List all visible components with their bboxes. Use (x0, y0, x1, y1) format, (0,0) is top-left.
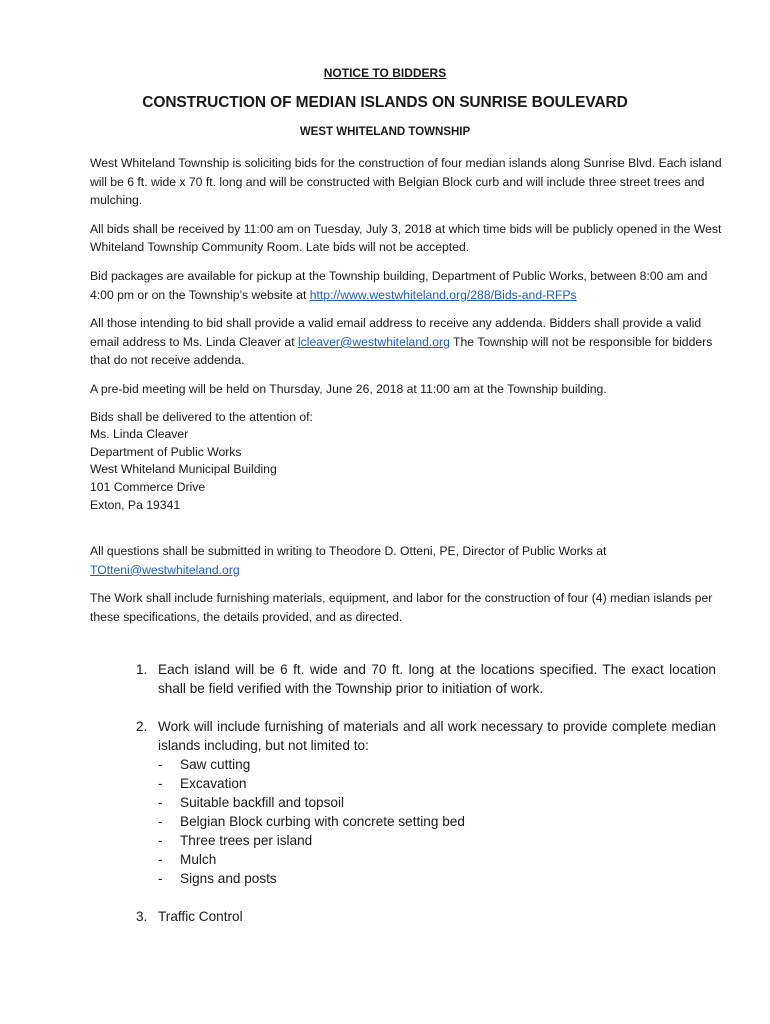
dash-bullet: - (158, 833, 163, 848)
list-text: Traffic Control (158, 909, 243, 924)
list-text: Each island will be 6 ft. wide and 70 ft. long at the locations specified. The exact location shall be field verified with the Township prior to initiation of work. (158, 662, 716, 696)
paragraph-addenda (90, 314, 722, 370)
list-item (136, 907, 716, 926)
sub-item-text: Suitable backfill and topsoil (180, 795, 344, 810)
paragraph-text: Bid packages are available for pickup at the Township building, Department of Public Works, between 8:00 am and 4:00 pm or on the Township’s website at (90, 268, 708, 302)
list-number: 1. (136, 662, 148, 677)
sub-item (158, 831, 716, 850)
paragraph-text: All questions shall be submitted in writing to Theodore D. Otteni, PE, Director of Public Works at (90, 544, 607, 559)
dash-bullet: - (158, 795, 163, 810)
delivery-address (90, 409, 722, 515)
sub-item-text: Signs and posts (180, 871, 277, 886)
dash-bullet: - (158, 776, 163, 791)
sub-item (158, 755, 716, 774)
specifications-list (136, 660, 716, 945)
paragraph-bid-packages (90, 267, 722, 304)
sub-item (158, 812, 716, 831)
dash-bullet: - (158, 852, 163, 867)
paragraph-text: All those intending to bid shall provide a valid email address to receive any addenda. Bidders shall provide a valid email address to Ms. Linda Cleaver at (90, 316, 702, 349)
notice-heading: NOTICE TO BIDDERS (323, 66, 447, 80)
paragraph-bid-deadline: All bids shall be received by 11:00 am on Tuesday, July 3, 2018 at which time bids will be publicly opened in the West Whiteland Township Community Room. Late bids will not be accepted. (90, 221, 722, 255)
address-line: Ms. Linda Cleaver (90, 427, 189, 442)
sub-item-text: Excavation (180, 776, 247, 791)
list-number: 2. (136, 719, 148, 734)
paragraph-questions (90, 542, 722, 579)
otteni-email-link[interactable]: TOtteni@westwhiteland.org (90, 562, 240, 577)
document-title: CONSTRUCTION OF MEDIAN ISLANDS ON SUNRISE BOULEVARD (142, 94, 628, 111)
sub-item (158, 793, 716, 812)
paragraph-prebid-meeting: A pre-bid meeting will be held on Thursday, June 26, 2018 at 11:00 am at the Township building. (90, 381, 607, 396)
address-line: 101 Commerce Drive (90, 479, 206, 494)
sub-item-text: Mulch (180, 852, 217, 867)
sub-item (158, 774, 716, 793)
sub-item-text: Saw cutting (180, 757, 251, 772)
document-subtitle: WEST WHITELAND TOWNSHIP (299, 126, 471, 138)
dash-bullet: - (158, 757, 163, 772)
list-item (136, 660, 716, 698)
sub-item-text: Three trees per island (180, 833, 313, 848)
list-item (136, 717, 716, 888)
address-line: West Whiteland Municipal Building (90, 462, 277, 477)
address-line: Exton, Pa 19341 (90, 497, 181, 512)
paragraph-text: The Township will not be responsible for bidders that do not receive addenda. (90, 334, 713, 368)
address-intro: Bids shall be delivered to the attention of: (90, 409, 313, 424)
dash-bullet: - (158, 871, 163, 886)
cleaver-email-link[interactable]: lcleaver@westwhiteland.org (297, 334, 450, 349)
paragraph-intro: West Whiteland Township is soliciting bids for the construction of four median islands along Sunrise Blvd. Each island will be 6 ft. wide x 70 ft. long and will be constructed with Belgian Block curb and will include three street trees and mulching. (90, 156, 722, 208)
dash-bullet: - (158, 814, 163, 829)
list-number: 3. (136, 909, 148, 924)
list-text: Work will include furnishing of materials and all work necessary to provide complete median islands including, but not limited to: (158, 719, 716, 753)
document-body (90, 154, 722, 636)
list-text-with-subitems (158, 717, 716, 888)
bids-website-link[interactable]: http://www.westwhiteland.org/288/Bids-and-RFPs (309, 287, 577, 302)
paragraph-work-scope: The Work shall include furnishing materials, equipment, and labor for the construction of four (4) median islands per these specifications, the details provided, and as directed. (90, 591, 713, 624)
address-line: Department of Public Works (90, 444, 242, 459)
sub-item (158, 869, 716, 888)
sub-item (158, 850, 716, 869)
sub-item-text: Belgian Block curbing with concrete setting bed (180, 814, 465, 829)
